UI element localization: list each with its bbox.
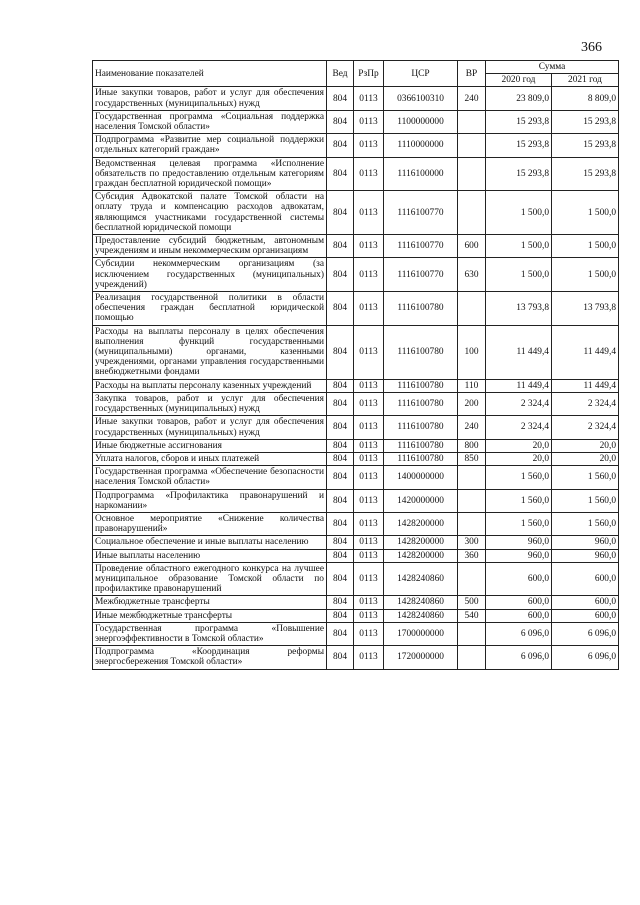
row-sum-2021: 600,0 (552, 562, 619, 596)
row-rzpr: 0113 (354, 292, 384, 326)
header-name: Наименование показателей (93, 61, 327, 87)
header-year-2021: 2021 год (552, 74, 619, 87)
row-csr: 1700000000 (384, 622, 458, 645)
row-sum-2020: 2 324,4 (486, 416, 552, 439)
table-row (93, 596, 619, 609)
row-name: Подпрограмма «Развитие мер социальной поддержки отдельных категорий граждан» (93, 134, 327, 157)
row-rzpr: 0113 (354, 536, 384, 549)
row-vr (458, 562, 486, 596)
row-csr: 0366100310 (384, 87, 458, 110)
row-sum-2020: 600,0 (486, 609, 552, 622)
row-sum-2020: 23 809,0 (486, 87, 552, 110)
row-ved: 804 (327, 646, 354, 669)
row-ved: 804 (327, 452, 354, 465)
row-name: Субсидия Адвокатской палате Томской области на оплату труда и компенсацию расходов адвокатам, являющимся участниками государственной системы бесплатной юридической помощи (93, 191, 327, 235)
row-rzpr: 0113 (354, 379, 384, 392)
table-row (93, 379, 619, 392)
row-vr: 240 (458, 416, 486, 439)
row-sum-2020: 20,0 (486, 452, 552, 465)
row-name: Государственная программа «Социальная поддержка населения Томской области» (93, 110, 327, 133)
row-csr: 1116100780 (384, 439, 458, 452)
row-sum-2020: 1 500,0 (486, 258, 552, 292)
row-name: Подпрограмма «Координация реформы энергосбережения Томской области» (93, 646, 327, 669)
row-sum-2021: 20,0 (552, 439, 619, 452)
row-name: Иные межбюджетные трансферты (93, 609, 327, 622)
row-csr: 1428200000 (384, 549, 458, 562)
row-vr: 360 (458, 549, 486, 562)
row-ved: 804 (327, 536, 354, 549)
row-rzpr: 0113 (354, 596, 384, 609)
table-row (93, 466, 619, 489)
row-sum-2021: 1 560,0 (552, 489, 619, 512)
row-ved: 804 (327, 235, 354, 258)
row-ved: 804 (327, 466, 354, 489)
row-sum-2021: 15 293,8 (552, 134, 619, 157)
row-sum-2020: 11 449,4 (486, 379, 552, 392)
row-csr: 1116100780 (384, 325, 458, 379)
table-row (93, 489, 619, 512)
row-ved: 804 (327, 325, 354, 379)
row-ved: 804 (327, 512, 354, 535)
row-vr: 600 (458, 235, 486, 258)
row-name: Межбюджетные трансферты (93, 596, 327, 609)
header-csr: ЦСР (384, 61, 458, 87)
row-sum-2021: 6 096,0 (552, 646, 619, 669)
row-sum-2021: 11 449,4 (552, 379, 619, 392)
row-csr: 1116100770 (384, 258, 458, 292)
table-row (93, 536, 619, 549)
row-sum-2020: 1 560,0 (486, 466, 552, 489)
table-row (93, 512, 619, 535)
row-csr: 1116100780 (384, 452, 458, 465)
row-csr: 1100000000 (384, 110, 458, 133)
row-name: Иные закупки товаров, работ и услуг для обеспечения государственных (муниципальных) нужд (93, 416, 327, 439)
row-sum-2020: 20,0 (486, 439, 552, 452)
row-sum-2021: 2 324,4 (552, 416, 619, 439)
row-rzpr: 0113 (354, 489, 384, 512)
row-sum-2021: 960,0 (552, 549, 619, 562)
table-row (93, 325, 619, 379)
table-body (93, 87, 619, 669)
row-name: Государственная программа «Обеспечение безопасности населения Томской области» (93, 466, 327, 489)
header-ved: Вед (327, 61, 354, 87)
row-vr (458, 191, 486, 235)
table-row (93, 134, 619, 157)
table-row (93, 562, 619, 596)
row-csr: 1116100000 (384, 157, 458, 191)
row-ved: 804 (327, 622, 354, 645)
row-vr (458, 466, 486, 489)
row-rzpr: 0113 (354, 562, 384, 596)
row-sum-2020: 600,0 (486, 596, 552, 609)
table-row (93, 609, 619, 622)
row-csr: 1428240860 (384, 609, 458, 622)
row-rzpr: 0113 (354, 439, 384, 452)
row-name: Проведение областного ежегодного конкурса на лучшее муниципальное образование Томской области по профилактике правонарушений (93, 562, 327, 596)
row-csr: 1720000000 (384, 646, 458, 669)
row-ved: 804 (327, 549, 354, 562)
table-row (93, 392, 619, 415)
table-row (93, 157, 619, 191)
budget-table (92, 60, 619, 670)
row-sum-2021: 600,0 (552, 609, 619, 622)
row-rzpr: 0113 (354, 325, 384, 379)
header-sum: Сумма (486, 61, 619, 74)
row-vr: 630 (458, 258, 486, 292)
row-rzpr: 0113 (354, 609, 384, 622)
row-name: Социальное обеспечение и иные выплаты населению (93, 536, 327, 549)
table-row (93, 191, 619, 235)
row-sum-2021: 15 293,8 (552, 110, 619, 133)
row-rzpr: 0113 (354, 134, 384, 157)
row-vr: 110 (458, 379, 486, 392)
row-sum-2020: 15 293,8 (486, 134, 552, 157)
row-sum-2021: 1 500,0 (552, 235, 619, 258)
row-vr (458, 134, 486, 157)
row-rzpr: 0113 (354, 392, 384, 415)
row-ved: 804 (327, 110, 354, 133)
row-rzpr: 0113 (354, 622, 384, 645)
row-name: Уплата налогов, сборов и иных платежей (93, 452, 327, 465)
table-row (93, 258, 619, 292)
table-row (93, 549, 619, 562)
row-sum-2021: 20,0 (552, 452, 619, 465)
row-ved: 804 (327, 609, 354, 622)
row-rzpr: 0113 (354, 110, 384, 133)
row-ved: 804 (327, 87, 354, 110)
row-vr (458, 292, 486, 326)
row-sum-2020: 15 293,8 (486, 110, 552, 133)
row-sum-2021: 15 293,8 (552, 157, 619, 191)
table-row (93, 646, 619, 669)
row-ved: 804 (327, 489, 354, 512)
row-rzpr: 0113 (354, 235, 384, 258)
row-name: Основное мероприятие «Снижение количества правонарушений» (93, 512, 327, 535)
row-sum-2021: 13 793,8 (552, 292, 619, 326)
table-row (93, 416, 619, 439)
row-vr: 100 (458, 325, 486, 379)
row-csr: 1428200000 (384, 536, 458, 549)
row-csr: 1116100770 (384, 235, 458, 258)
row-rzpr: 0113 (354, 416, 384, 439)
row-vr (458, 157, 486, 191)
table-row (93, 87, 619, 110)
row-name: Иные бюджетные ассигнования (93, 439, 327, 452)
row-vr (458, 489, 486, 512)
row-csr: 1428200000 (384, 512, 458, 535)
row-name: Субсидии некоммерческим организациям (за исключением государственных (муниципальных) учреждений) (93, 258, 327, 292)
row-sum-2020: 1 500,0 (486, 235, 552, 258)
row-name: Иные выплаты населению (93, 549, 327, 562)
row-ved: 804 (327, 134, 354, 157)
row-sum-2021: 960,0 (552, 536, 619, 549)
row-ved: 804 (327, 392, 354, 415)
row-name: Закупка товаров, работ и услуг для обеспечения государственных (муниципальных) нужд (93, 392, 327, 415)
row-rzpr: 0113 (354, 549, 384, 562)
page-number: 366 (581, 40, 602, 55)
row-sum-2021: 2 324,4 (552, 392, 619, 415)
row-csr: 1116100780 (384, 416, 458, 439)
row-name: Расходы на выплаты персоналу казенных учреждений (93, 379, 327, 392)
row-rzpr: 0113 (354, 258, 384, 292)
header-vr: ВР (458, 61, 486, 87)
row-rzpr: 0113 (354, 157, 384, 191)
row-sum-2020: 1 560,0 (486, 512, 552, 535)
row-csr: 1116100780 (384, 379, 458, 392)
row-rzpr: 0113 (354, 191, 384, 235)
row-sum-2020: 13 793,8 (486, 292, 552, 326)
row-sum-2021: 1 500,0 (552, 191, 619, 235)
row-csr: 1428240860 (384, 562, 458, 596)
row-csr: 1400000000 (384, 466, 458, 489)
table-header (93, 61, 619, 87)
row-sum-2021: 1 500,0 (552, 258, 619, 292)
row-rzpr: 0113 (354, 452, 384, 465)
row-vr: 200 (458, 392, 486, 415)
row-ved: 804 (327, 379, 354, 392)
row-sum-2021: 1 560,0 (552, 512, 619, 535)
row-sum-2020: 11 449,4 (486, 325, 552, 379)
row-sum-2020: 600,0 (486, 562, 552, 596)
row-sum-2020: 15 293,8 (486, 157, 552, 191)
row-ved: 804 (327, 258, 354, 292)
header-rzpr: РзПр (354, 61, 384, 87)
row-sum-2020: 1 560,0 (486, 489, 552, 512)
row-sum-2021: 600,0 (552, 596, 619, 609)
row-rzpr: 0113 (354, 512, 384, 535)
row-sum-2021: 6 096,0 (552, 622, 619, 645)
row-sum-2021: 11 449,4 (552, 325, 619, 379)
row-sum-2020: 6 096,0 (486, 646, 552, 669)
row-vr (458, 110, 486, 133)
row-csr: 1116100770 (384, 191, 458, 235)
row-csr: 1116100780 (384, 392, 458, 415)
row-vr (458, 622, 486, 645)
row-csr: 1116100780 (384, 292, 458, 326)
row-name: Реализация государственной политики в области обеспечения граждан бесплатной юридической помощью (93, 292, 327, 326)
row-vr (458, 646, 486, 669)
table-row (93, 292, 619, 326)
row-csr: 1420000000 (384, 489, 458, 512)
row-ved: 804 (327, 191, 354, 235)
table-row (93, 439, 619, 452)
table-row (93, 622, 619, 645)
row-name: Расходы на выплаты персоналу в целях обеспечения выполнения функций государственными (муниципальными) органами, казенными учреждениями, органами управления государственными внебюджетными фондами (93, 325, 327, 379)
row-vr: 850 (458, 452, 486, 465)
row-rzpr: 0113 (354, 87, 384, 110)
table-row (93, 235, 619, 258)
row-ved: 804 (327, 439, 354, 452)
row-ved: 804 (327, 416, 354, 439)
row-sum-2020: 6 096,0 (486, 622, 552, 645)
row-rzpr: 0113 (354, 466, 384, 489)
row-ved: 804 (327, 157, 354, 191)
row-csr: 1428240860 (384, 596, 458, 609)
row-ved: 804 (327, 562, 354, 596)
row-name: Подпрограмма «Профилактика правонарушений и наркомании» (93, 489, 327, 512)
row-name: Предоставление субсидий бюджетным, автономным учреждениям и иным некоммерческим организациям (93, 235, 327, 258)
row-sum-2021: 8 809,0 (552, 87, 619, 110)
row-name: Ведомственная целевая программа «Исполнение обязательств по предоставлению отдельным категориям граждан бесплатной юридической помощи» (93, 157, 327, 191)
row-rzpr: 0113 (354, 646, 384, 669)
row-name: Иные закупки товаров, работ и услуг для обеспечения государственных (муниципальных) нужд (93, 87, 327, 110)
row-vr (458, 512, 486, 535)
header-year-2020: 2020 год (486, 74, 552, 87)
row-vr: 300 (458, 536, 486, 549)
row-vr: 800 (458, 439, 486, 452)
row-ved: 804 (327, 596, 354, 609)
row-csr: 1110000000 (384, 134, 458, 157)
table-row (93, 452, 619, 465)
row-sum-2020: 2 324,4 (486, 392, 552, 415)
table-row (93, 110, 619, 133)
row-vr: 500 (458, 596, 486, 609)
row-vr: 240 (458, 87, 486, 110)
row-sum-2020: 960,0 (486, 536, 552, 549)
row-sum-2021: 1 560,0 (552, 466, 619, 489)
row-name: Государственная программа «Повышение энергоэффективности в Томской области» (93, 622, 327, 645)
row-ved: 804 (327, 292, 354, 326)
row-sum-2020: 960,0 (486, 549, 552, 562)
row-sum-2020: 1 500,0 (486, 191, 552, 235)
row-vr: 540 (458, 609, 486, 622)
